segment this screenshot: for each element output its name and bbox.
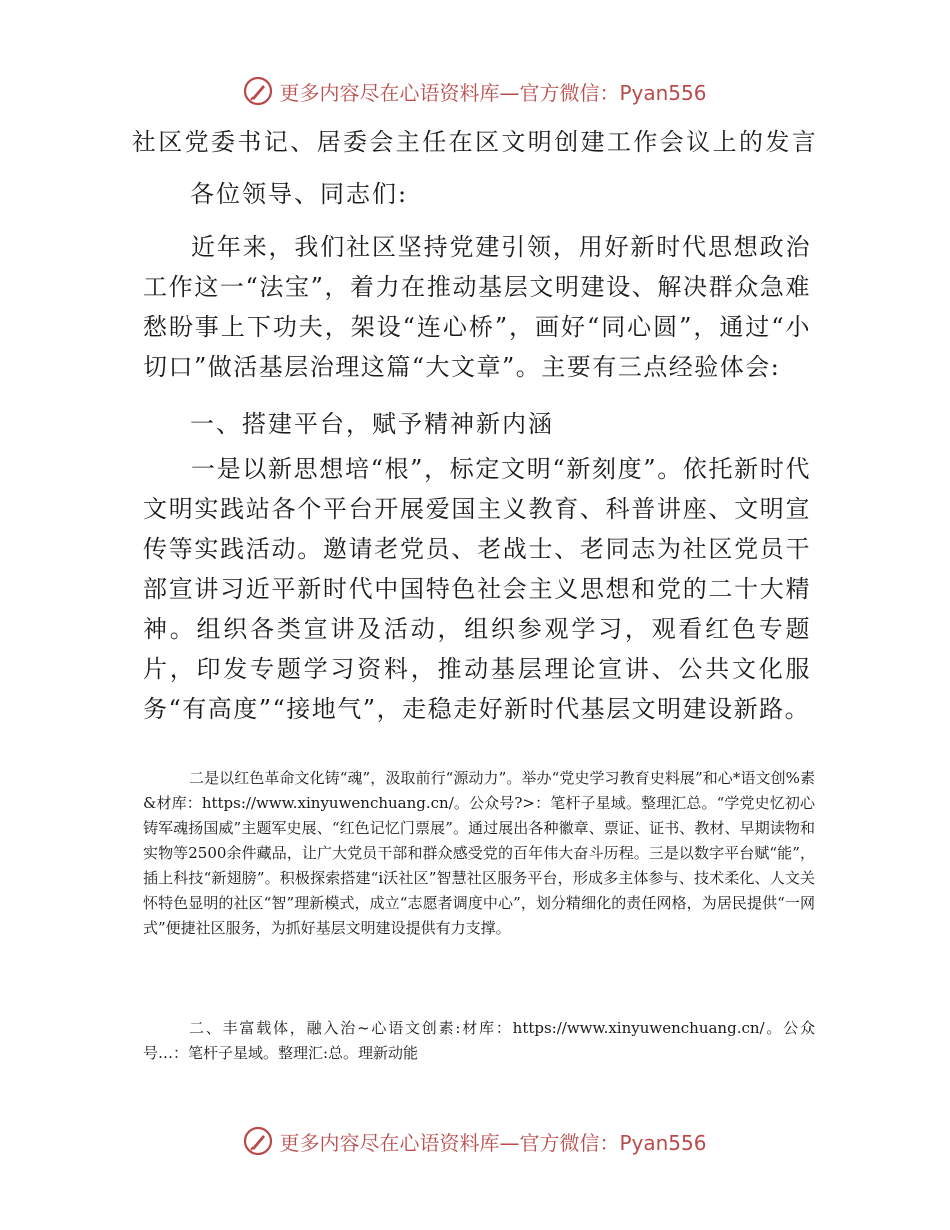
- watermark-text: 更多内容尽在心语资料库—官方微信：Pyan556: [279, 80, 707, 105]
- section-heading-1: 一、搭建平台，赋予精神新内涵: [190, 410, 554, 438]
- section1-paragraph-2: 二是以红色革命文化铸“魂”，汲取前行“源动力”。举办“党史学习教育史料展”和心*语文创%素&材库：https://www.xinyuwenchuang.cn/。公众号?>：笔杆子星域。整理汇总。“学党史忆初心铸军魂扬国威”主题军史展、“红色记忆门票展”。通过展出各种徽章、票证、证书、教材、早期读物和实物等2500余件藏品，让广大党员干部和群众感受党的百年伟大奋斗历程。三是以数字平台赋“能”，插上科技“新翅膀”。积极探索搭建“i沃社区”智慧社区服务平台，形成多主体参与、技术柔化、人文关怀特色显明的社区“智”理新模式，成立“志愿者调度中心”，划分精细化的责任网格，为居民提供“一网式”便捷社区服务，为抓好基层文明建设提供有力支撑。: [143, 769, 815, 937]
- watermark-text: 更多内容尽在心语资料库—官方微信：Pyan556: [279, 1130, 707, 1155]
- quill-pen-icon: [243, 1126, 273, 1156]
- intro-paragraph: 近年来，我们社区坚持党建引领，用好新时代思想政治工作这一“法宝”，着力在推动基层文明建设、解决群众急难愁盼事上下功夫，架设“连心桥”，画好“同心圆”，通过“小切口”做活基层治理这篇“大文章”。主要有三点经验体会:: [143, 233, 811, 381]
- footer-watermark: [0, 1121, 950, 1161]
- salutation: 各位领导、同志们:: [190, 180, 409, 208]
- header-watermark: [0, 71, 950, 111]
- section1-paragraph-1: 一是以新思想培“根”，标定文明“新刻度”。依托新时代文明实践站各个平台开展爱国主义教育、科普讲座、文明宣传等实践活动。邀请老党员、老战士、老同志为社区党员干部宣讲习近平新时代中国特色社会主义思想和党的二十大精神。组织各类宣讲及活动，组织参观学习，观看红色专题片，印发专题学习资料，推动基层理论宣讲、公共文化服务“有高度”“接地气”，走稳走好新时代基层文明建设新路。: [143, 455, 811, 723]
- page-title: 社区党委书记、居委会主任在区文明创建工作会议上的发言: [131, 128, 819, 156]
- section2-paragraph: 二、丰富载体，融入治~心语文创素:材库：https://www.xinyuwenchuang.cn/。公众号…：笔杆子星域。整理汇:总。理新动能: [143, 1019, 815, 1062]
- quill-pen-icon: [243, 76, 273, 106]
